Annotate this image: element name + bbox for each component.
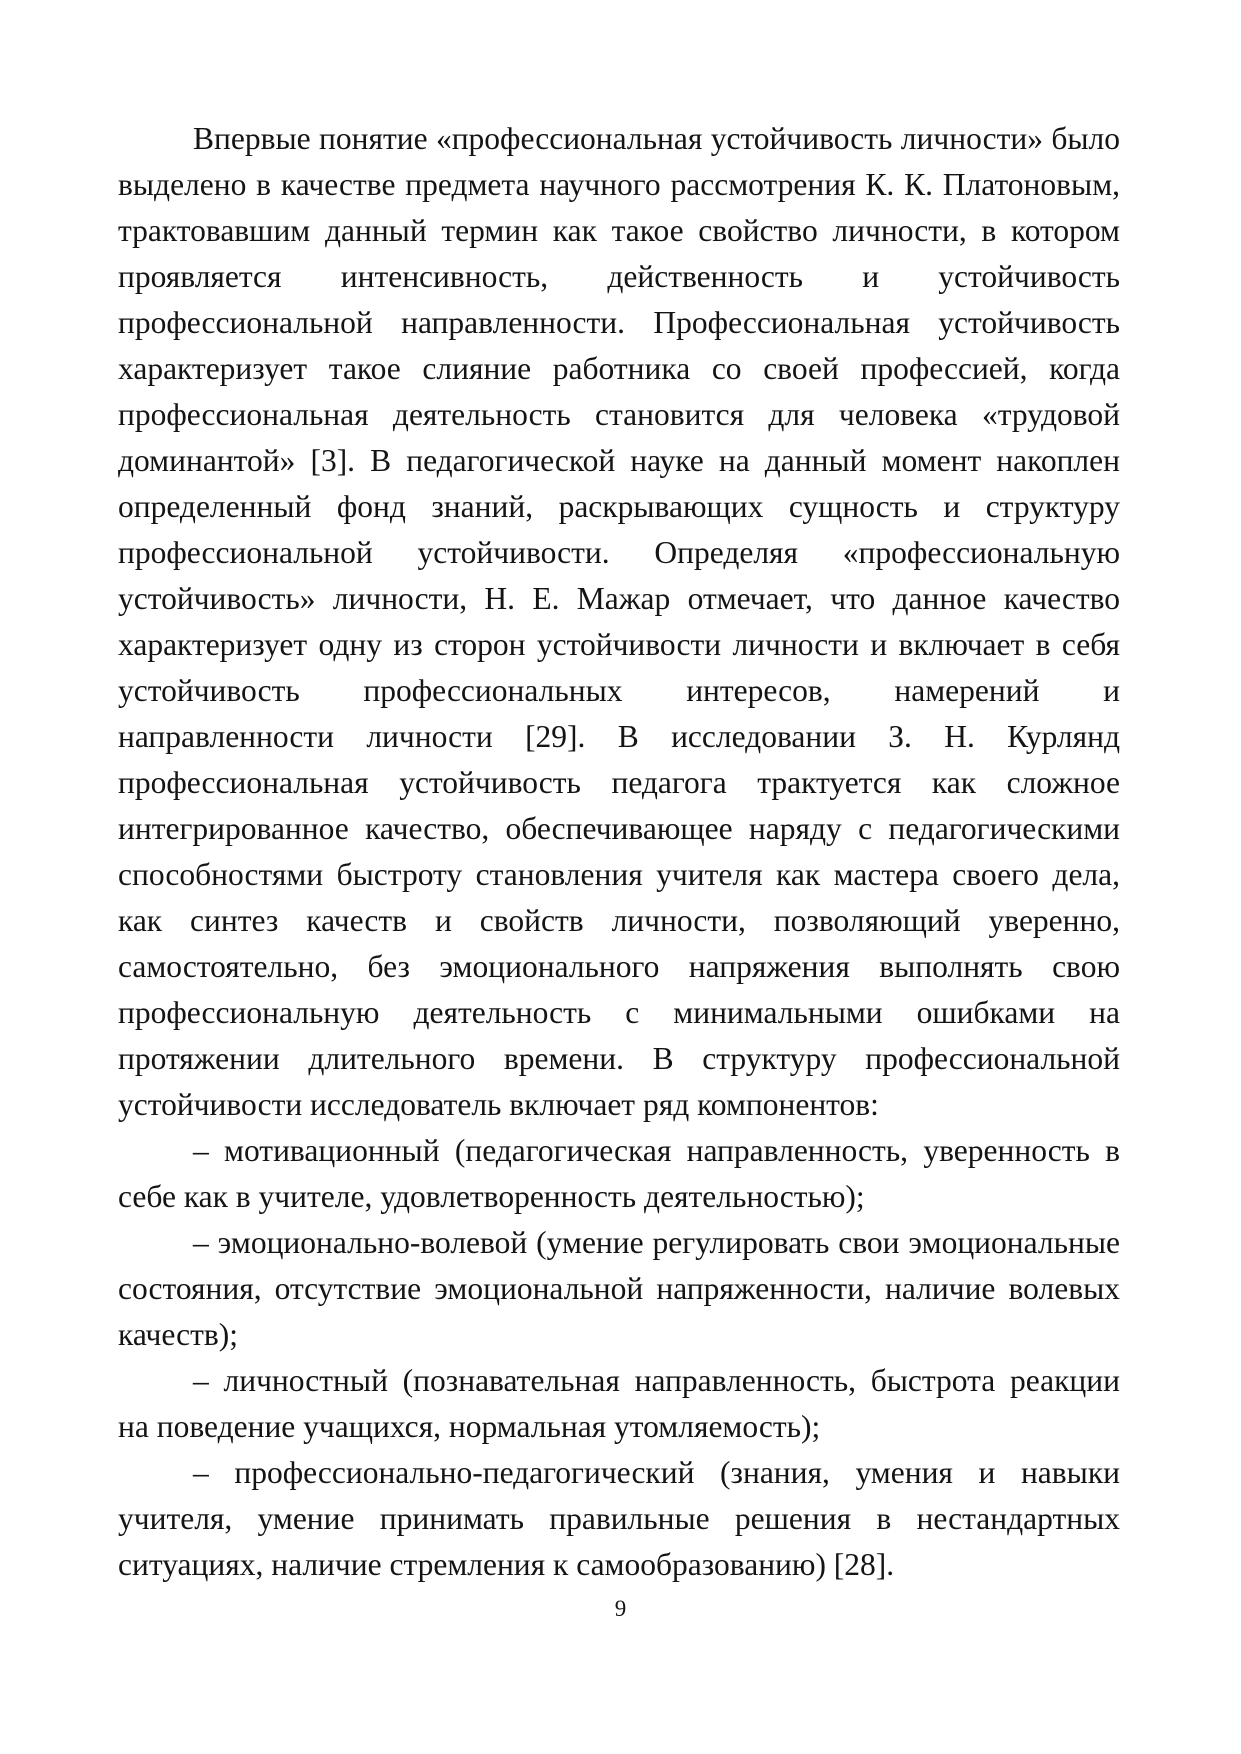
body-text	[118, 116, 1120, 1588]
list-item-professional-pedagogical: – профессионально-педагогический (знания, умения и навыки учителя, умение принимать правильные решения в нестандартных ситуациях, наличие стремления к самообразованию) [28].	[118, 1455, 1120, 1582]
list-item-emotional-volitional: – эмоционально-волевой (умение регулировать свои эмоциональные состояния, отсутствие эмоциональной напряженности, наличие волевых качеств);	[118, 1225, 1120, 1352]
page-number: 9	[614, 1596, 627, 1621]
paragraph-intro: Впервые понятие «профессиональная устойчивость личности» было выделено в качестве предмета научного рассмотрения К. К. Платоновым, трактовавшим данный термин как такое свойство личности, в котором проявляется интенсивность, действенность и устойчивость профессиональной направленности. Профессиональная устойчивость характеризует такое слияние работника со своей профессией, когда профессиональная деятельность становится для человека «трудовой доминантой» [3]. В педагогической науке на данный момент накоплен определенный фонд знаний, раскрывающих сущность и структуру профессиональной устойчивости. Определяя «профессиональную устойчивость» личности, Н. Е. Мажар отмечает, что данное качество характеризует одну из сторон устойчивости личности и включает в себя устойчивость профессиональных интересов, намерений и направленности личности [29]. В исследовании З. Н. Курлянд профессиональная устойчивость педагога трактуется как сложное интегрированное качество, обеспечивающее наряду с педагогическими способностями быстроту становления учителя как мастера своего дела, как синтез качеств и свойств личности, позволяющий уверенно, самостоятельно, без эмоционального напряжения выполнять свою профессиональную деятельность с минимальными ошибками на протяжении длительного времени. В структуру профессиональной устойчивости исследователь включает ряд компонентов:	[118, 121, 1120, 1122]
list-item-personal: – личностный (познавательная направленность, быстрота реакции на поведение учащихся, нормальная утомляемость);	[118, 1363, 1120, 1444]
list-item-motivational: – мотивационный (педагогическая направленность, уверенность в себе как в учителе, удовлетворенность деятельностью);	[118, 1133, 1120, 1214]
